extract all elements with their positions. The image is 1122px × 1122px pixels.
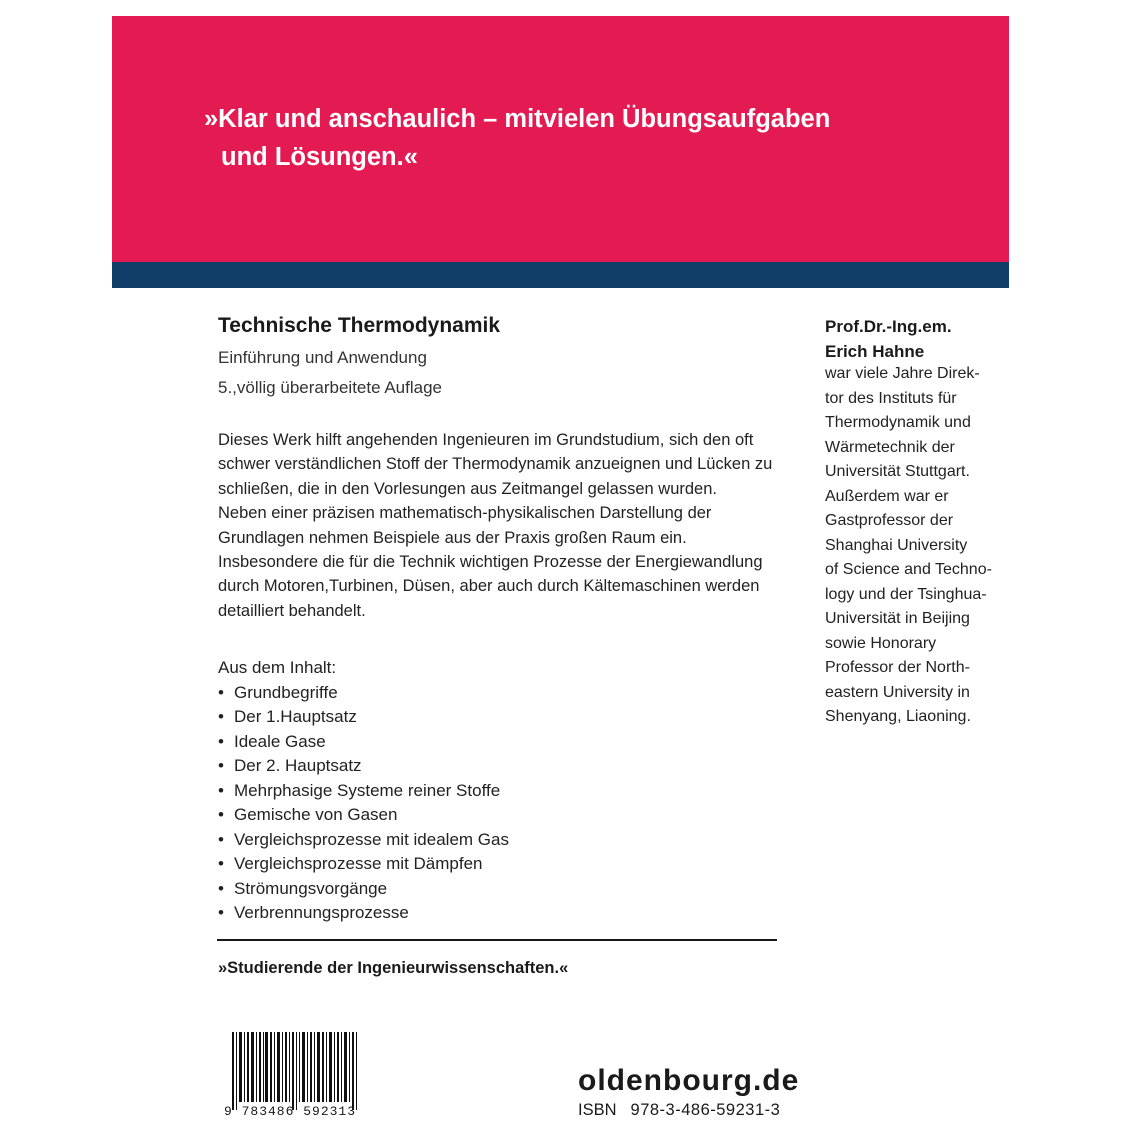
description — [218, 428, 783, 623]
bio-line: tor des Instituts für — [825, 389, 957, 407]
bio-line: logy und der Tsinghua- — [825, 585, 987, 603]
bio-line: Wärmetechnik der — [825, 438, 955, 456]
bio-line: Shenyang, Liaoning. — [825, 708, 971, 725]
bio-line: Universität Stuttgart. — [825, 463, 970, 480]
bio-line: Universität in Beijing — [825, 610, 970, 627]
quote-line-1: »Klar und anschaulich – mitvielen Übungsaufgaben — [204, 105, 831, 133]
bullet-icon: • — [218, 682, 224, 702]
bio-line: Außerdem war er — [825, 487, 949, 505]
list-item: • Der 1.Hauptsatz — [218, 705, 509, 730]
banner-quote — [204, 100, 924, 176]
bullet-icon: • — [218, 854, 224, 873]
author-bio — [825, 362, 1005, 730]
author-fullname: Erich Hahne — [825, 342, 925, 361]
bio-line: Professor der North- — [825, 659, 970, 676]
list-item: • Verbrennungsprozesse — [218, 901, 509, 926]
isbn-label: ISBN — [578, 1101, 617, 1119]
publisher-url: oldenbourg.de — [578, 1064, 800, 1097]
contents-heading: Aus dem Inhalt: — [218, 658, 337, 677]
book-edition: 5.,völlig überarbeitete Auflage — [218, 378, 442, 397]
list-item: • Vergleichsprozesse mit idealem Gas — [218, 828, 509, 853]
list-item: • Der 2. Hauptsatz — [218, 754, 509, 779]
bullet-icon: • — [218, 878, 224, 898]
bio-line: war viele Jahre Direk- — [825, 365, 980, 382]
bio-line: Gastprofessor der — [825, 512, 954, 529]
list-item: • Ideale Gase — [218, 730, 509, 755]
book-title: Technische Thermodynamik — [218, 314, 501, 337]
banner-stripe — [112, 262, 1009, 288]
description-paragraph: Dieses Werk hilft angehenden Ingenieuren im Grundstudium, sich den oft schwer verständlichen Stoff der Thermodynamik anzueignen und Lücken zu schließen, die in den Vorlesungen aus Zeitmangel gelassen wurden. — [218, 431, 773, 498]
bullet-icon: • — [218, 780, 224, 800]
bio-line: Shanghai University — [825, 536, 968, 554]
author-title: Prof.Dr.-Ing.em. — [825, 317, 952, 336]
contents-section — [218, 656, 509, 926]
list-item: • Grundbegriffe — [218, 681, 509, 706]
quote-line-2: und Lösungen.« — [221, 143, 418, 171]
isbn — [578, 1101, 780, 1120]
audience-quote: »Studierende der Ingenieurwissenschaften.« — [218, 959, 569, 977]
bullet-icon: • — [218, 707, 224, 726]
barcode-number: 9 783486 592313 — [224, 1104, 357, 1119]
bio-line: sowie Honorary — [825, 634, 937, 652]
author-name — [825, 314, 952, 364]
list-item: • Mehrphasige Systeme reiner Stoffe — [218, 779, 509, 804]
list-item: • Vergleichsprozesse mit Dämpfen — [218, 852, 509, 877]
bullet-icon: • — [218, 805, 224, 824]
bullet-icon: • — [218, 756, 224, 775]
book-subtitle: Einführung und Anwendung — [218, 348, 427, 367]
bio-line: of Science and Techno- — [825, 561, 992, 578]
bullet-icon: • — [218, 731, 224, 751]
list-item: • Strömungsvorgänge — [218, 877, 509, 902]
isbn-value: 978-3-486-59231-3 — [630, 1101, 781, 1119]
divider — [217, 939, 777, 941]
contents-list — [218, 681, 509, 926]
bio-line: Thermodynamik und — [825, 414, 971, 431]
description-paragraph: Neben einer präzisen mathematisch-physikalischen Darstellung der Grundlagen nehmen Beispiele aus der Praxis großen Raum ein. Insbesondere die für die Technik wichtigen Prozesse der Energiewandlung durch Motoren,Turbinen, Düsen, aber auch durch Kältemaschinen werden detailliert behandelt. — [218, 504, 763, 620]
bullet-icon: • — [218, 829, 224, 849]
bullet-icon: • — [218, 903, 224, 922]
bio-line: eastern University in — [825, 683, 970, 701]
list-item: • Gemische von Gasen — [218, 803, 509, 828]
